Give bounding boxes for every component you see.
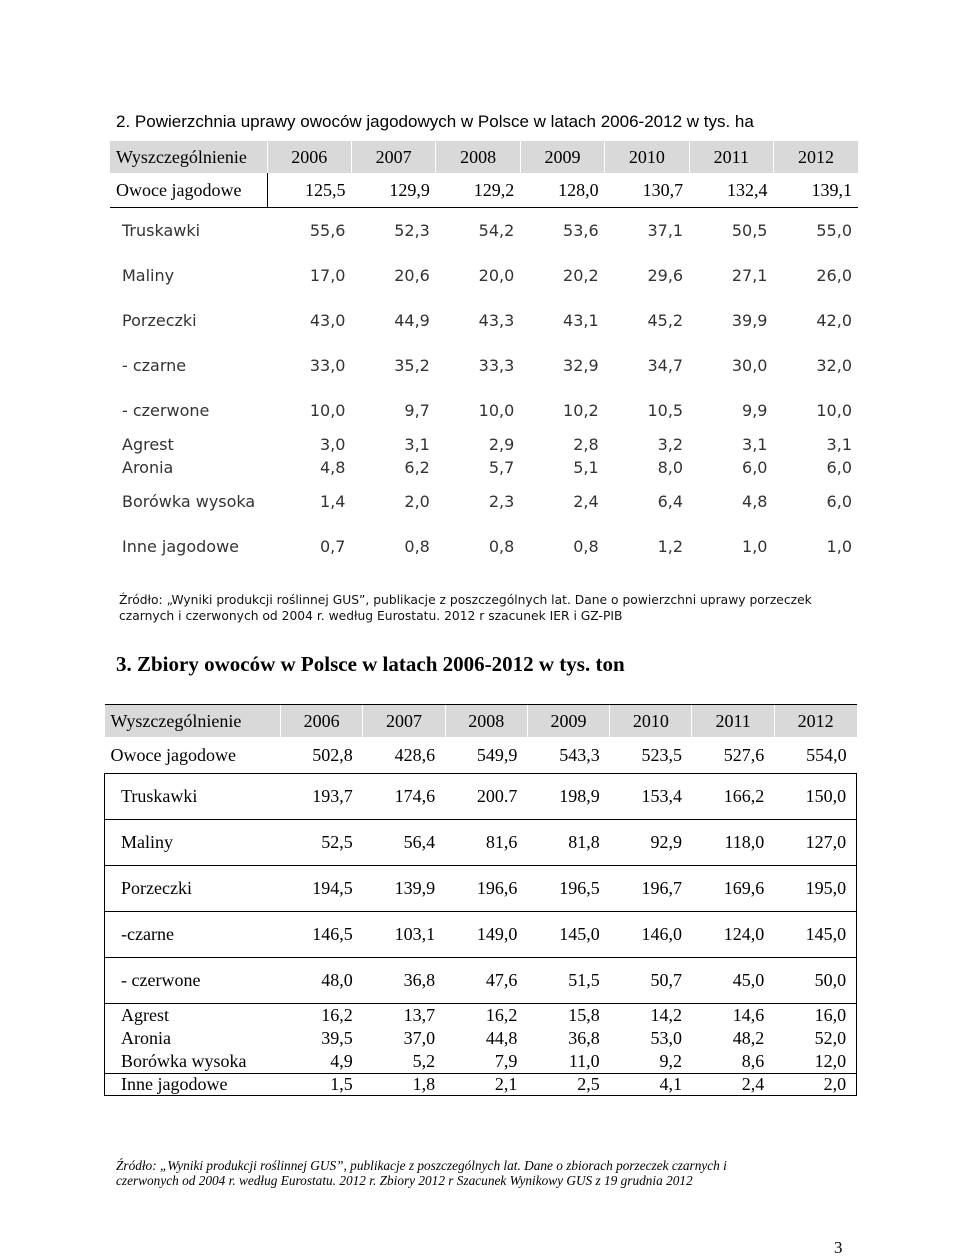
table-row: [105, 958, 857, 1004]
row-value: 50,5: [731, 221, 768, 240]
row-value: 125,5: [267, 173, 351, 208]
row-value: 1,0: [742, 537, 768, 556]
row-value: 36,8: [568, 1028, 600, 1048]
row-value: 39,9: [731, 311, 768, 330]
row-value: 0,8: [404, 537, 430, 556]
header-year: 2012: [773, 141, 858, 173]
row-label: Owoce jagodowe: [105, 737, 281, 774]
row-label: Porzeczki: [105, 866, 281, 912]
row-value: 198,9: [527, 774, 609, 820]
table-row: [110, 433, 858, 456]
row-value: 2,8: [573, 435, 599, 454]
header-year: 2011: [689, 141, 773, 173]
row-label: Truskawki: [105, 774, 281, 820]
row-value: 43,0: [309, 311, 346, 330]
row-value: 14,2: [650, 1005, 682, 1025]
row-value: 139,1: [773, 173, 858, 208]
row-value: 10,0: [478, 401, 515, 420]
row-value: 10,5: [647, 401, 684, 420]
row-value: 44,8: [485, 1028, 518, 1048]
row-value: 1,4: [320, 492, 346, 511]
row-value: 37,0: [403, 1028, 436, 1048]
row-value: 428,6: [363, 737, 445, 774]
table-row: [110, 456, 858, 479]
row-value: 16,2: [321, 1005, 353, 1025]
section-3-title: 3. Zbiory owoców w Polsce w latach 2006-2012 w tys. ton: [116, 652, 625, 676]
row-value: 45,2: [647, 311, 684, 330]
row-value: 146,5: [281, 912, 363, 958]
header-year: 2007: [351, 141, 435, 173]
row-value: 13,7: [403, 1005, 436, 1025]
row-value: 5,2: [363, 1050, 445, 1074]
page-number: 3: [834, 1238, 843, 1257]
table-row: [105, 737, 857, 774]
row-value: 52,3: [394, 221, 430, 240]
row-value: 200.7: [445, 774, 527, 820]
row-value: 174,6: [363, 774, 445, 820]
row-value: 150,0: [774, 774, 856, 820]
header-year: 2012: [774, 705, 856, 738]
header-year: 2008: [445, 705, 527, 738]
row-value: 53,0: [650, 1028, 682, 1048]
row-value: 14,6: [732, 1005, 765, 1025]
header-year: 2008: [436, 141, 520, 173]
area-source-line-1: Źródło: „Wyniki produkcji roślinnej GUS”, publikacje z poszczególnych lat. Dane o powierzchni uprawy porzeczek: [119, 593, 812, 607]
row-value: 55,6: [309, 221, 346, 240]
row-value: 4,9: [281, 1050, 363, 1074]
row-label: Inne jagodowe: [105, 1074, 281, 1096]
table-row: [110, 173, 858, 208]
row-value: 32,0: [816, 356, 852, 375]
row-value: 1,0: [826, 537, 852, 556]
row-value: 554,0: [774, 737, 856, 774]
row-value: 43,1: [563, 311, 599, 330]
row-value: 130,7: [605, 173, 689, 208]
row-value: 196,7: [610, 866, 692, 912]
row-value: 33,0: [309, 356, 346, 375]
row-value: 45,0: [692, 958, 774, 1004]
row-value: 127,0: [774, 820, 856, 866]
row-value: 4,1: [610, 1074, 692, 1096]
row-value: 7,9: [445, 1050, 527, 1074]
table-row: [105, 1027, 857, 1050]
row-value: 10,0: [309, 401, 346, 420]
row-value: 10,0: [816, 401, 852, 420]
row-value: 48,0: [281, 958, 363, 1004]
row-value: 195,0: [774, 866, 856, 912]
row-label: Agrest: [122, 435, 174, 454]
area-source-note: [119, 592, 839, 624]
row-label: Aronia: [105, 1027, 281, 1050]
row-value: 16,0: [774, 1004, 856, 1028]
row-value: 27,1: [731, 266, 768, 285]
harvest-table-body: [105, 705, 857, 1096]
row-value: 11,0: [527, 1050, 609, 1074]
row-value: 5,1: [573, 458, 599, 477]
row-label: - czerwone: [122, 401, 210, 420]
row-value: 42,0: [816, 311, 852, 330]
row-value: 502,8: [281, 737, 363, 774]
table-row: [105, 1050, 857, 1074]
harvest-source-note: [116, 1158, 836, 1188]
row-value: 51,5: [527, 958, 609, 1004]
row-value: 129,2: [436, 173, 520, 208]
row-value: 12,0: [774, 1050, 856, 1074]
row-value: 132,4: [689, 173, 773, 208]
row-value: 3,2: [657, 435, 684, 454]
row-value: 48,2: [732, 1028, 765, 1048]
row-value: 43,3: [478, 311, 515, 330]
row-value: 6,0: [826, 492, 852, 511]
row-value: 50,0: [774, 958, 856, 1004]
row-value: 2,1: [445, 1074, 527, 1096]
row-value: 128,0: [520, 173, 604, 208]
row-label: Borówka wysoka: [105, 1050, 281, 1074]
row-value: 8,0: [657, 458, 684, 477]
section-2-title: 2. Powierzchnia uprawy owoców jagodowych w Polsce w latach 2006-2012 w tys. ha: [116, 112, 754, 131]
row-value: 5,7: [488, 458, 515, 477]
header-year: 2006: [281, 705, 363, 738]
row-value: 44,9: [394, 311, 430, 330]
row-value: 3,0: [320, 435, 346, 454]
row-value: 52,0: [774, 1027, 856, 1050]
row-value: 53,6: [563, 221, 599, 240]
row-value: 2,4: [692, 1074, 774, 1096]
row-value: 118,0: [692, 820, 774, 866]
row-value: 30,0: [731, 356, 768, 375]
row-value: 196,5: [527, 866, 609, 912]
row-value: 6,0: [826, 458, 852, 477]
row-value: 35,2: [394, 356, 430, 375]
row-value: 527,6: [692, 737, 774, 774]
row-label: Aronia: [122, 458, 174, 477]
row-value: 3,1: [742, 435, 768, 454]
row-value: 81,6: [445, 820, 527, 866]
row-value: 81,8: [527, 820, 609, 866]
table-row: [110, 388, 858, 433]
row-label: Maliny: [105, 820, 281, 866]
row-value: 36,8: [363, 958, 445, 1004]
table-header-row: [110, 141, 858, 173]
row-value: 32,9: [563, 356, 599, 375]
row-value: 124,0: [692, 912, 774, 958]
row-label: Inne jagodowe: [122, 537, 239, 556]
row-value: 0,7: [320, 537, 346, 556]
table-row: [110, 253, 858, 298]
row-value: 3,1: [826, 435, 852, 454]
row-value: 33,3: [478, 356, 515, 375]
row-value: 15,8: [568, 1005, 600, 1025]
header-year: 2006: [267, 141, 351, 173]
row-value: 2,0: [404, 492, 430, 511]
row-value: 6,4: [657, 492, 684, 511]
row-value: 4,8: [320, 458, 346, 477]
table-row: [105, 820, 857, 866]
row-value: 50,7: [610, 958, 692, 1004]
row-value: 20,6: [394, 266, 430, 285]
area-source-line-2: czarnych i czerwonych od 2004 r. według Eurostatu. 2012 r szacunek IER i GZ-PIB: [119, 609, 623, 623]
header-year: 2009: [520, 141, 604, 173]
table-row: [105, 1004, 857, 1028]
row-value: 6,2: [404, 458, 430, 477]
row-value: 169,6: [692, 866, 774, 912]
row-value: 54,2: [478, 221, 515, 240]
header-label: Wyszczególnienie: [105, 705, 281, 738]
area-table-body: [110, 141, 858, 569]
row-value: 10,2: [563, 401, 599, 420]
row-value: 1,2: [657, 537, 684, 556]
row-value: 196,6: [445, 866, 527, 912]
row-value: 193,7: [281, 774, 363, 820]
row-value: 1,8: [363, 1074, 445, 1096]
row-label: Borówka wysoka: [122, 492, 256, 511]
row-value: 52,5: [281, 820, 363, 866]
row-label: - czarne: [122, 356, 187, 375]
row-value: 153,4: [610, 774, 692, 820]
row-value: 56,4: [363, 820, 445, 866]
row-value: 139,9: [363, 866, 445, 912]
table-header-row: [105, 705, 857, 738]
row-value: 2,5: [527, 1074, 609, 1096]
header-year: 2011: [692, 705, 774, 738]
area-table: [110, 141, 858, 569]
row-value: 20,2: [563, 266, 599, 285]
row-value: 149,0: [445, 912, 527, 958]
row-value: 145,0: [774, 912, 856, 958]
row-label: Maliny: [122, 266, 175, 285]
table-row: [110, 343, 858, 388]
table-row: [110, 298, 858, 343]
table-row: [110, 524, 858, 569]
row-value: 17,0: [309, 266, 346, 285]
row-value: 0,8: [573, 537, 599, 556]
row-value: 16,2: [485, 1005, 518, 1025]
row-value: 55,0: [816, 221, 852, 240]
row-value: 47,6: [445, 958, 527, 1004]
row-value: 8,6: [692, 1050, 774, 1074]
row-value: 166,2: [692, 774, 774, 820]
row-value: 20,0: [478, 266, 515, 285]
row-value: 3,1: [404, 435, 430, 454]
row-label: Porzeczki: [122, 311, 197, 330]
row-value: 39,5: [321, 1028, 353, 1048]
table-row: [105, 912, 857, 958]
harvest-source-line-2: czerwonych od 2004 r. według Eurostatu. 2012 r. Zbiory 2012 r Szacunek Wynikowy GUS z 19 grudnia 2012: [116, 1173, 693, 1188]
row-value: 37,1: [647, 221, 684, 240]
row-value: 146,0: [610, 912, 692, 958]
row-value: 129,9: [351, 173, 435, 208]
table-row: [105, 1074, 857, 1096]
row-value: 0,8: [488, 537, 515, 556]
row-value: 2,0: [774, 1074, 856, 1096]
row-value: 523,5: [610, 737, 692, 774]
row-value: 543,3: [527, 737, 609, 774]
header-label: Wyszczególnienie: [110, 141, 267, 173]
header-year: 2010: [605, 141, 689, 173]
row-label: Owoce jagodowe: [110, 173, 267, 208]
row-label: -czarne: [105, 912, 281, 958]
header-year: 2009: [527, 705, 609, 738]
table-row: [105, 774, 857, 820]
row-value: 4,8: [742, 492, 768, 511]
harvest-table: [104, 704, 857, 1096]
row-label: Truskawki: [122, 221, 201, 240]
row-value: 103,1: [363, 912, 445, 958]
row-value: 194,5: [281, 866, 363, 912]
row-value: 26,0: [816, 266, 852, 285]
row-value: 2,9: [488, 435, 515, 454]
row-label: - czerwone: [105, 958, 281, 1004]
row-value: 6,0: [742, 458, 768, 477]
row-value: 2,3: [488, 492, 515, 511]
row-value: 2,4: [573, 492, 599, 511]
harvest-source-line-1: Źródło: „Wyniki produkcji roślinnej GUS”, publikacje z poszczególnych lat. Dane o zbiorach porzeczek czarnych i: [116, 1158, 727, 1173]
row-label: Agrest: [105, 1004, 281, 1028]
row-value: 9,9: [742, 401, 768, 420]
row-value: 9,2: [610, 1050, 692, 1074]
header-year: 2010: [610, 705, 692, 738]
row-value: 145,0: [527, 912, 609, 958]
row-value: 92,9: [610, 820, 692, 866]
table-row: [105, 866, 857, 912]
row-value: 9,7: [404, 401, 430, 420]
table-row: [110, 479, 858, 524]
header-year: 2007: [363, 705, 445, 738]
table-row: [110, 208, 858, 254]
row-value: 34,7: [647, 356, 684, 375]
row-value: 549,9: [445, 737, 527, 774]
row-value: 29,6: [647, 266, 684, 285]
row-value: 1,5: [281, 1074, 363, 1096]
